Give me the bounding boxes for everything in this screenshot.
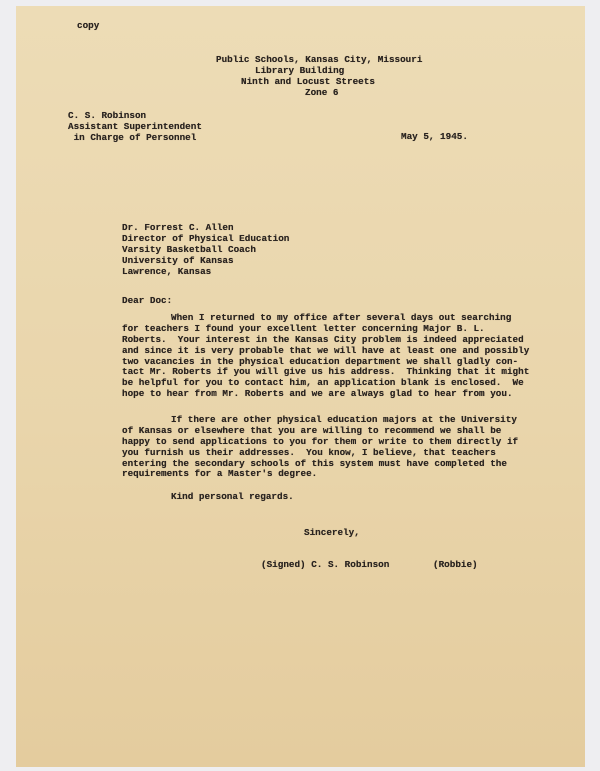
sender-line: C. S. Robinson	[68, 110, 147, 121]
body-line: two vacancies in the physical education department we shall gladly con-	[122, 355, 519, 367]
letterhead-line: Zone 6	[305, 87, 339, 98]
body-line: hope to hear from Mr. Roberts and we are always glad to hear from you.	[122, 388, 513, 400]
body-line: for teachers I found your excellent letter concerning Major B. L.	[122, 322, 485, 334]
letter-date: May 5, 1945.	[401, 131, 468, 142]
sender-line: in Charge of Personnel	[68, 131, 197, 143]
body-line: When I returned to my office after several days out searching	[171, 312, 512, 323]
sender-line: Assistant Superintendent	[68, 120, 202, 132]
letterhead-line: Library Building	[255, 65, 345, 76]
sender-block	[68, 111, 202, 144]
recipient-line: Dr. Forrest C. Allen	[122, 222, 234, 233]
body-line: be helpful for you to contact him, an application blank is enclosed. We	[122, 377, 524, 389]
body-line: tact Mr. Roberts if you will give us his address. Thinking that it might	[122, 366, 530, 378]
copy-mark: copy	[77, 20, 100, 31]
letterhead-line: Ninth and Locust Streets	[241, 76, 375, 87]
recipient-line: Lawrence, Kansas	[122, 265, 212, 277]
body-line: Roberts. Your interest in the Kansas City problem is indeed appreciated	[122, 333, 524, 345]
closing-remark: Kind personal regards.	[171, 491, 294, 502]
recipient-line: University of Kansas	[122, 254, 234, 266]
recipient-line: Varsity Basketball Coach	[122, 243, 256, 255]
paragraph-1	[122, 313, 529, 400]
body-line: of Kansas or elsewhere that you are willing to recommend we shall be	[122, 424, 502, 436]
body-line: happy to send applications to you for them or write to them directly if	[122, 435, 519, 447]
body-line: entering the secondary schools of this system must have completed the	[122, 457, 507, 469]
nickname: (Robbie)	[433, 559, 478, 570]
body-line: If there are other physical education majors at the University	[171, 414, 517, 425]
signature: (Signed) C. S. Robinson	[261, 559, 390, 570]
closing: Sincerely,	[304, 527, 360, 538]
body-line: requirements for a Master's degree.	[122, 468, 318, 480]
recipient-line: Director of Physical Education	[122, 232, 290, 244]
recipient-block	[122, 223, 289, 277]
salutation: Dear Doc:	[122, 295, 173, 306]
body-line: and since it is very probable that we will have at least one and possibly	[122, 344, 530, 356]
letterhead-line: Public Schools, Kansas City, Missouri	[216, 54, 423, 65]
body-line: you furnish us their addresses. You know, I believe, that teachers	[122, 446, 496, 458]
paragraph-2	[122, 415, 518, 480]
